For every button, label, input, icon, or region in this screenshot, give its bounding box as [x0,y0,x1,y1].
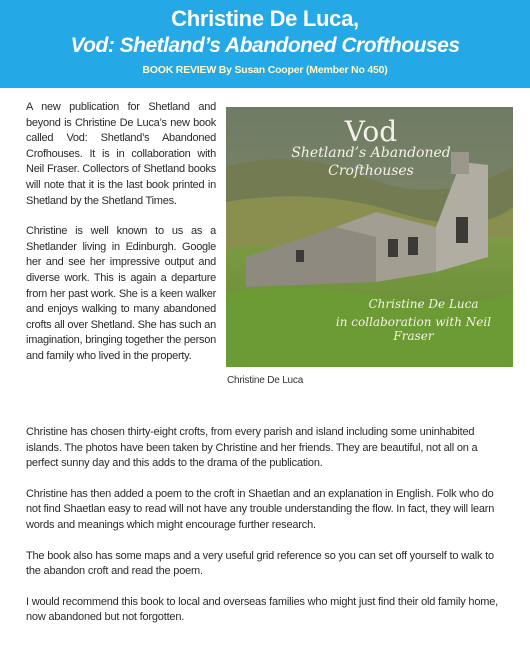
paragraph-6: I would recommend this book to local and overseas families who might just find their old family home, now abandoned but not forgotten. [26,595,498,624]
paragraph-5: The book also has some maps and a very useful grid reference so you can set off yourself to walk to the abandon croft and read the poem. [26,549,494,578]
image-caption: Christine De Luca [227,375,304,386]
intro-column [26,100,216,380]
book-cover-image [226,107,513,367]
main-text [26,425,510,641]
paragraph-3: Christine has chosen thirty-eight crofts, from every parish and island including some uninhabited islands. The photos have been taken by Christine and her friends. They are beautiful, not all on a perfect sunny day and this adds to the drama of the publication. [26,426,478,470]
paragraph-4: Christine has then added a poem to the croft in Shaetlan and an explanation in English. Folk who do not find Shaetlan easy to read will not have any trouble understanding the flow. In fact, they will learn words and meanings which might encourage further research. [26,487,495,531]
cover-subtitle-2: Crofthouses [328,163,414,179]
cover-collaborator: in collaboration with Neil Fraser [335,315,492,343]
cover-subtitle: Shetland’s Abandoned [291,145,451,161]
review-byline: BOOK REVIEW By Susan Cooper (Member No 450) [142,64,388,76]
cover-title: Vod [344,115,398,148]
book-title: Vod: Shetland’s Abandoned Crofthouses [70,34,460,57]
article-title: Christine De Luca, [171,6,359,31]
paragraph-1: A new publication for Shetland and beyond is Christine De Luca’s new book called Vod: Shetland’s Abandoned Crofhouses. It is in collaboration with Neil Fraser. Collectors of Shetland books will note that it is the last book printed in Shetland by the Shetland Times. [26,101,216,207]
header-banner [0,0,530,88]
paragraph-2: Christine is well known to us as a Shetlander living in Edinburgh. Google her and see her impressive output and diverse work. This is again a departure from her past work. She is a keen walker and enjoys walking to many abandoned crofts all over Shetland. She has such an imagination, bringing together the person and family who lived in the property. [26,225,216,362]
cover-author: Christine De Luca [368,297,479,311]
